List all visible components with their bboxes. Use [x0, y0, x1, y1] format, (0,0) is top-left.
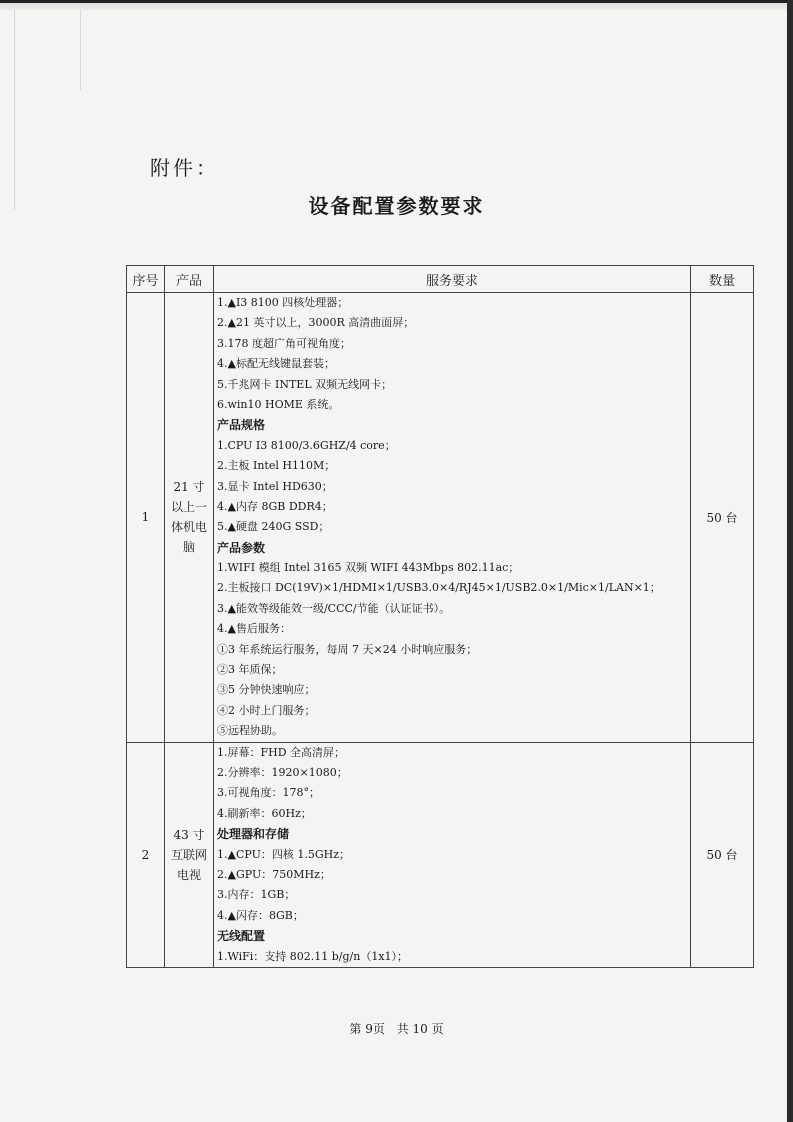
header-product: 产品 — [165, 266, 214, 293]
table-body — [127, 293, 754, 968]
requirement-section-heading: 无线配置 — [217, 929, 266, 944]
row-number: 1 — [127, 293, 165, 743]
requirement-line: 3.178 度超广角可视角度； — [217, 336, 351, 350]
service-requirements — [214, 742, 691, 967]
requirement-line: 6.win10 HOME 系统。 — [217, 397, 340, 411]
requirement-section-heading: 产品参数 — [217, 540, 266, 555]
requirement-line: 3.可视角度：178°； — [217, 786, 320, 800]
requirement-line: 2.主板接口 DC(19V)×1/HDMI×1/USB3.0×4/RJ45×1/USB2.0×1/Mic×1/LAN×1； — [217, 581, 661, 595]
table-row — [127, 293, 754, 743]
requirement-line: 3.▲能效等级能效一级/CCC/节能（认证证书）。 — [217, 601, 451, 615]
requirement-line: 2.分辨率：1920×1080； — [217, 765, 348, 779]
scan-fold-line — [14, 10, 15, 210]
header-no: 序号 — [127, 266, 165, 293]
requirement-line: 1.屏幕：FHD 全高清屏； — [217, 745, 346, 759]
requirement-line: 1.CPU I3 8100/3.6GHZ/4 core； — [217, 438, 396, 452]
row-number: 2 — [127, 742, 165, 967]
requirement-line: 5.千兆网卡 INTEL 双频无线网卡； — [217, 377, 393, 391]
requirement-line: 4.▲售后服务： — [217, 622, 291, 636]
requirement-line: 3.内存：1GB； — [217, 888, 296, 902]
requirement-line: ②3 年质保； — [217, 663, 283, 677]
scan-edge-top — [0, 0, 793, 10]
header-service: 服务要求 — [214, 266, 691, 293]
requirement-line: ⑤远程协助。 — [217, 724, 283, 738]
page-number: 第 9页 — [349, 1022, 385, 1036]
page-total: 共 10 页 — [396, 1022, 444, 1036]
table-header-row — [127, 266, 754, 293]
requirement-section-heading: 处理器和存储 — [217, 827, 290, 842]
scan-edge-right — [787, 0, 793, 1122]
attachment-label: 附件： — [150, 156, 219, 180]
page-footer — [0, 1020, 793, 1037]
requirement-line: 4.刷新率：60Hz； — [217, 806, 312, 820]
requirement-line: ①3 年系统运行服务，每周 7 天×24 小时响应服务； — [217, 642, 478, 656]
product-name: 43 寸互联网电视 — [165, 742, 214, 967]
product-name: 21 寸以上一体机电脑 — [165, 293, 214, 743]
requirement-line: 3.显卡 Intel HD630； — [217, 479, 333, 493]
requirement-line: 1.WIFI 模组 Intel 3165 双频 WIFI 443Mbps 802.11ac； — [217, 561, 520, 575]
requirement-line: ③5 分钟快速响应； — [217, 683, 316, 697]
requirement-line: 1.▲CPU：四核 1.5GHz； — [217, 847, 351, 861]
requirement-line: 5.▲硬盘 240G SSD； — [217, 520, 330, 534]
requirement-line: 4.▲内存 8GB DDR4； — [217, 499, 333, 513]
requirement-line: 4.▲闪存：8GB； — [217, 908, 304, 922]
document-title: 设备配置参数要求 — [308, 194, 485, 218]
requirement-line: 2.主板 Intel H110M； — [217, 459, 336, 473]
quantity: 50 台 — [691, 293, 754, 743]
requirement-line: ④2 小时上门服务； — [217, 703, 316, 717]
requirement-line: 2.▲21 英寸以上，3000R 高清曲面屏； — [217, 316, 415, 330]
requirement-section-heading: 产品规格 — [217, 418, 266, 433]
requirement-line: 2.▲GPU：750MHz； — [217, 867, 331, 881]
quantity: 50 台 — [691, 742, 754, 967]
service-requirements — [214, 293, 691, 743]
table-row — [127, 742, 754, 967]
scan-fold-line — [80, 10, 81, 90]
header-quantity: 数量 — [691, 266, 754, 293]
requirement-line: 1.WiFi：支持 802.11 b/g/n（1x1）； — [217, 949, 409, 963]
requirement-line: 1.▲I3 8100 四核处理器； — [217, 296, 349, 309]
requirement-line: 4.▲标配无线键鼠套装； — [217, 357, 335, 371]
spec-table — [126, 265, 754, 968]
